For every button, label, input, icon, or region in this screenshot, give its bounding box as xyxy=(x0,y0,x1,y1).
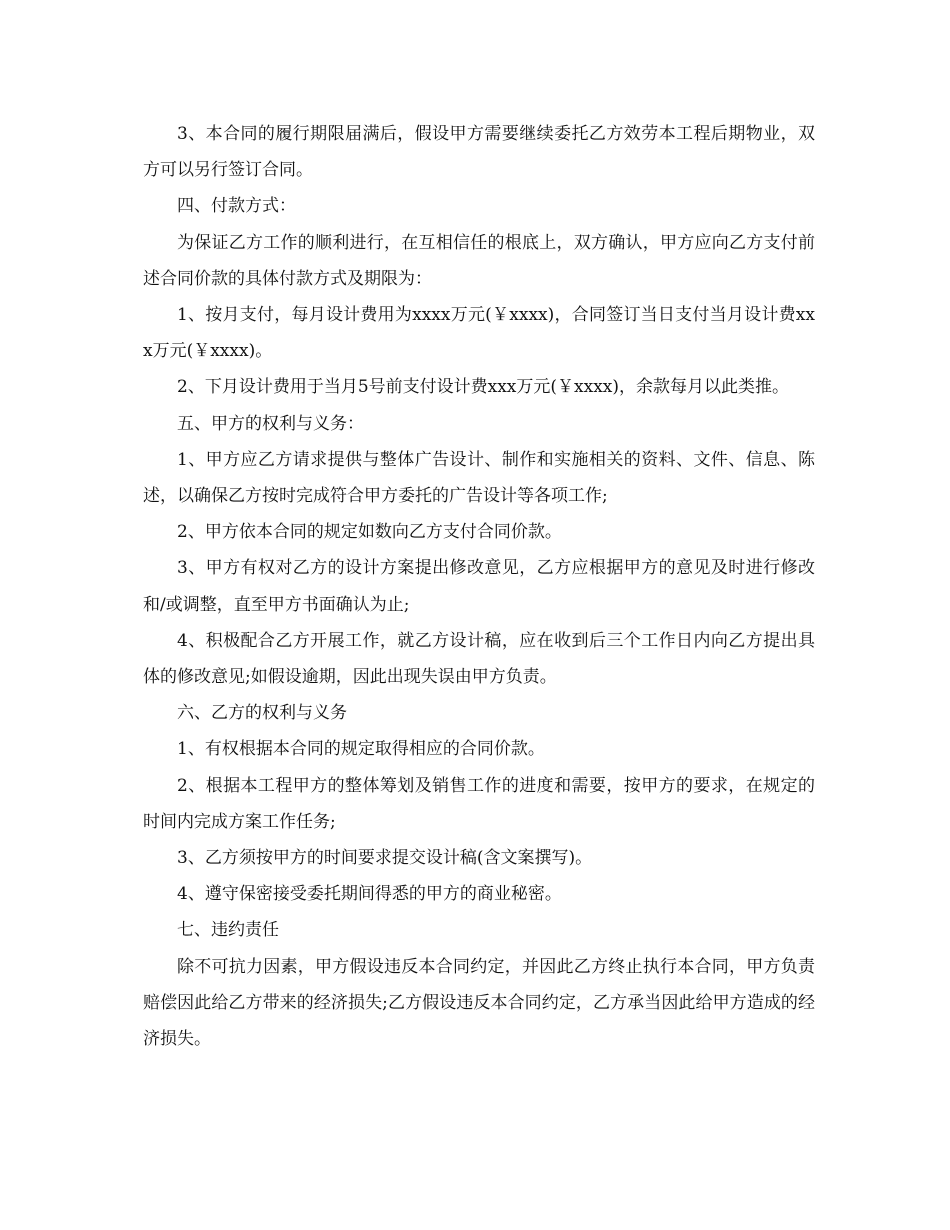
party-b-clause-2: 2、根据本工程甲方的整体筹划及销售工作的进度和需要，按甲方的要求，在规定的时间内完成方案工作任务; xyxy=(143,775,815,832)
payment-intro: 为保证乙方工作的顺利进行，在互相信任的根底上，双方确认，甲方应向乙方支付前述合同价款的具体付款方式及期限为： xyxy=(143,232,815,289)
party-b-clause-4: 4、遵守保密接受委托期间得悉的甲方的商业秘密。 xyxy=(177,884,562,905)
section-heading-party-b: 六、乙方的权利与义务 xyxy=(177,703,347,724)
section-heading-breach: 七、违约责任 xyxy=(177,920,279,941)
party-b-clause-3: 3、乙方须按甲方的时间要求提交设计稿(含文案撰写)。 xyxy=(177,848,593,869)
document-page xyxy=(143,116,815,1057)
party-a-clause-1: 1、甲方应乙方请求提供与整体广告设计、制作和实施相关的资料、文件、信息、陈述，以确保乙方按时完成符合甲方委托的广告设计等各项工作; xyxy=(143,449,815,507)
breach-clause: 除不可抗力因素，甲方假设违反本合同约定，并因此乙方终止执行本合同，甲方负责赔偿因此给乙方带来的经济损失;乙方假设违反本合同约定，乙方承当因此给甲方造成的经济损失。 xyxy=(143,956,815,1050)
payment-clause-1: 1、按月支付，每月设计费用为xxxx万元(￥xxxx)，合同签订当日支付当月设计费xxx万元(￥xxxx)。 xyxy=(143,305,815,362)
party-a-clause-2: 2、甲方依本合同的规定如数向乙方支付合同价款。 xyxy=(177,522,562,543)
party-a-clause-4: 4、积极配合乙方开展工作，就乙方设计稿，应在收到后三个工作日内向乙方提出具体的修改意见;如假设逾期，因此出现失误由甲方负责。 xyxy=(143,630,815,688)
party-b-clause-1: 1、有权根据本合同的规定取得相应的合同价款。 xyxy=(177,739,545,760)
clause-renewal: 3、本合同的履行期限届满后，假设甲方需要继续委托乙方效劳本工程后期物业，双方可以另行签订合同。 xyxy=(143,124,815,181)
party-a-clause-3: 3、甲方有权对乙方的设计方案提出修改意见，乙方应根据甲方的意见及时进行修改和/或调整，直至甲方书面确认为止; xyxy=(143,558,815,615)
payment-clause-2: 2、下月设计费用于当月5号前支付设计费xxx万元(￥xxxx)，余款每月以此类推。 xyxy=(177,377,790,398)
section-heading-payment: 四、付款方式： xyxy=(177,196,296,217)
section-heading-party-a: 五、甲方的权利与义务： xyxy=(177,413,364,434)
